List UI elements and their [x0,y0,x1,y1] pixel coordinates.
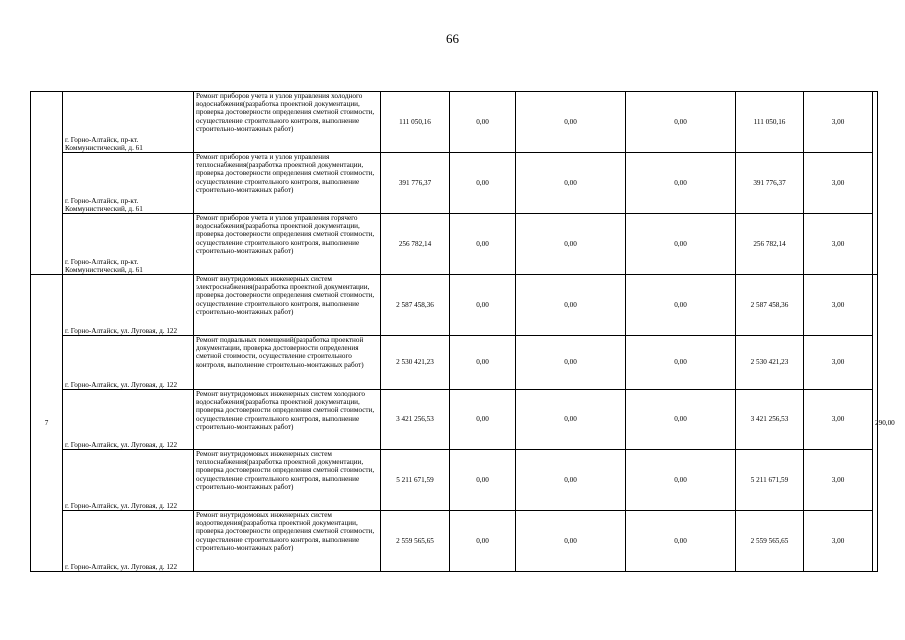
page-number: 66 [446,31,459,46]
cost-amount-cell: 2 530 421,23 [736,336,804,390]
cost-total-cell: 2 559 565,65 [381,511,450,572]
value-cell: 0,00 [516,153,626,214]
cost-total-cell: 256 782,14 [381,214,450,275]
address-cell: г. Горно-Алтайск, ул. Луговая, д. 122 [63,450,194,511]
work-description-cell: Ремонт подвальных помещений(разработка проектной документации, проверка достоверности определения сметной стоимости, осуществление строительного контроля, выполнение строительно-монтажных работ) [194,336,381,390]
cost-total-cell: 391 776,37 [381,153,450,214]
cost-total-cell: 3 421 256,53 [381,390,450,450]
work-description-cell: Ремонт приборов учета и узлов управления холодного водоснабжения(разработка проектной документации, проверка достоверности определения сметной стоимости, осуществление строительного контроля, выполнение строительно-монтажных работ) [194,92,381,153]
value-cell: 0,00 [450,336,516,390]
table-row [31,92,878,153]
value-cell: 0,00 [626,450,736,511]
value-cell: 0,00 [626,214,736,275]
table-row [31,450,878,511]
value-cell: 0,00 [626,336,736,390]
unit-value-cell: 3,00 [804,511,873,572]
work-description-cell: Ремонт внутридомовых инженерных систем электроснабжения(разработка проектной документации, проверка достоверности определения сметной стоимости, осуществление строительного контроля, выполнение строительно-монтажных работ) [194,275,381,336]
value-cell: 0,00 [626,511,736,572]
value-cell: 0,00 [626,390,736,450]
value-cell: 0,00 [450,153,516,214]
value-cell: 0,00 [450,92,516,153]
item-number [31,92,63,275]
item-number: 7 [31,275,63,572]
cost-amount-cell: 3 421 256,53 [736,390,804,450]
cost-amount-cell: 256 782,14 [736,214,804,275]
value-cell: 0,00 [626,153,736,214]
work-description-cell: Ремонт внутридомовых инженерных систем водоотведения(разработка проектной документации, проверка достоверности определения сметной стоимости, осуществление строительного контроля, выполнение строительно-монтажных работ) [194,511,381,572]
group-total-cell: 290,00 [873,275,878,572]
value-cell: 0,00 [516,336,626,390]
value-cell: 0,00 [516,450,626,511]
cost-total-cell: 2 587 458,36 [381,275,450,336]
value-cell: 0,00 [450,450,516,511]
value-cell: 0,00 [516,214,626,275]
value-cell: 0,00 [516,390,626,450]
table-body [31,92,895,572]
value-cell: 0,00 [450,275,516,336]
address-cell: г. Горно-Алтайск, ул. Луговая, д. 122 [63,390,194,450]
work-description-cell: Ремонт приборов учета и узлов управления теплоснабжения(разработка проектной документации, проверка достоверности определения сметной стоимости, осуществление строительного контроля, выполнение строительно-монтажных работ) [194,153,381,214]
unit-value-cell: 3,00 [804,153,873,214]
cost-amount-cell: 5 211 671,59 [736,450,804,511]
value-cell: 0,00 [450,390,516,450]
cost-total-cell: 2 530 421,23 [381,336,450,390]
cost-total-cell: 5 211 671,59 [381,450,450,511]
value-cell: 0,00 [450,214,516,275]
table-row [31,336,878,390]
address-cell: г. Горно-Алтайск, пр-кт. Коммунистический, д. 61 [63,92,194,153]
table-row [31,511,878,572]
unit-value-cell: 3,00 [804,92,873,153]
table-row [31,153,878,214]
value-cell: 0,00 [516,92,626,153]
address-cell: г. Горно-Алтайск, ул. Луговая, д. 122 [63,275,194,336]
cost-amount-cell: 391 776,37 [736,153,804,214]
table-row [31,214,878,275]
value-cell: 0,00 [516,511,626,572]
value-cell: 0,00 [516,275,626,336]
cost-total-cell: 111 050,16 [381,92,450,153]
cost-amount-cell: 2 587 458,36 [736,275,804,336]
cost-amount-cell: 2 559 565,65 [736,511,804,572]
unit-value-cell: 3,00 [804,275,873,336]
table-row [31,390,878,450]
cost-amount-cell: 111 050,16 [736,92,804,153]
value-cell: 0,00 [450,511,516,572]
address-cell: г. Горно-Алтайск, пр-кт. Коммунистический, д. 61 [63,153,194,214]
unit-value-cell: 3,00 [804,450,873,511]
work-description-cell: Ремонт внутридомовых инженерных систем холодного водоснабжения(разработка проектной документации, проверка достоверности определения сметной стоимости, осуществление строительного контроля, выполнение строительно-монтажных работ) [194,390,381,450]
repair-plan-table [30,91,895,572]
unit-value-cell: 3,00 [804,214,873,275]
address-cell: г. Горно-Алтайск, пр-кт. Коммунистический, д. 61 [63,214,194,275]
address-cell: г. Горно-Алтайск, ул. Луговая, д. 122 [63,336,194,390]
value-cell: 0,00 [626,92,736,153]
table-row [31,275,878,336]
group-total-cell [873,92,878,275]
unit-value-cell: 3,00 [804,390,873,450]
unit-value-cell: 3,00 [804,336,873,390]
address-cell: г. Горно-Алтайск, ул. Луговая, д. 122 [63,511,194,572]
value-cell: 0,00 [626,275,736,336]
work-description-cell: Ремонт приборов учета и узлов управления горячего водоснабжения(разработка проектной документации, проверка достоверности определения сметной стоимости, осуществление строительного контроля, выполнение строительно-монтажных работ) [194,214,381,275]
work-description-cell: Ремонт внутридомовых инженерных систем теплоснабжения(разработка проектной документации, проверка достоверности определения сметной стоимости, осуществление строительного контроля, выполнение строительно-монтажных работ) [194,450,381,511]
